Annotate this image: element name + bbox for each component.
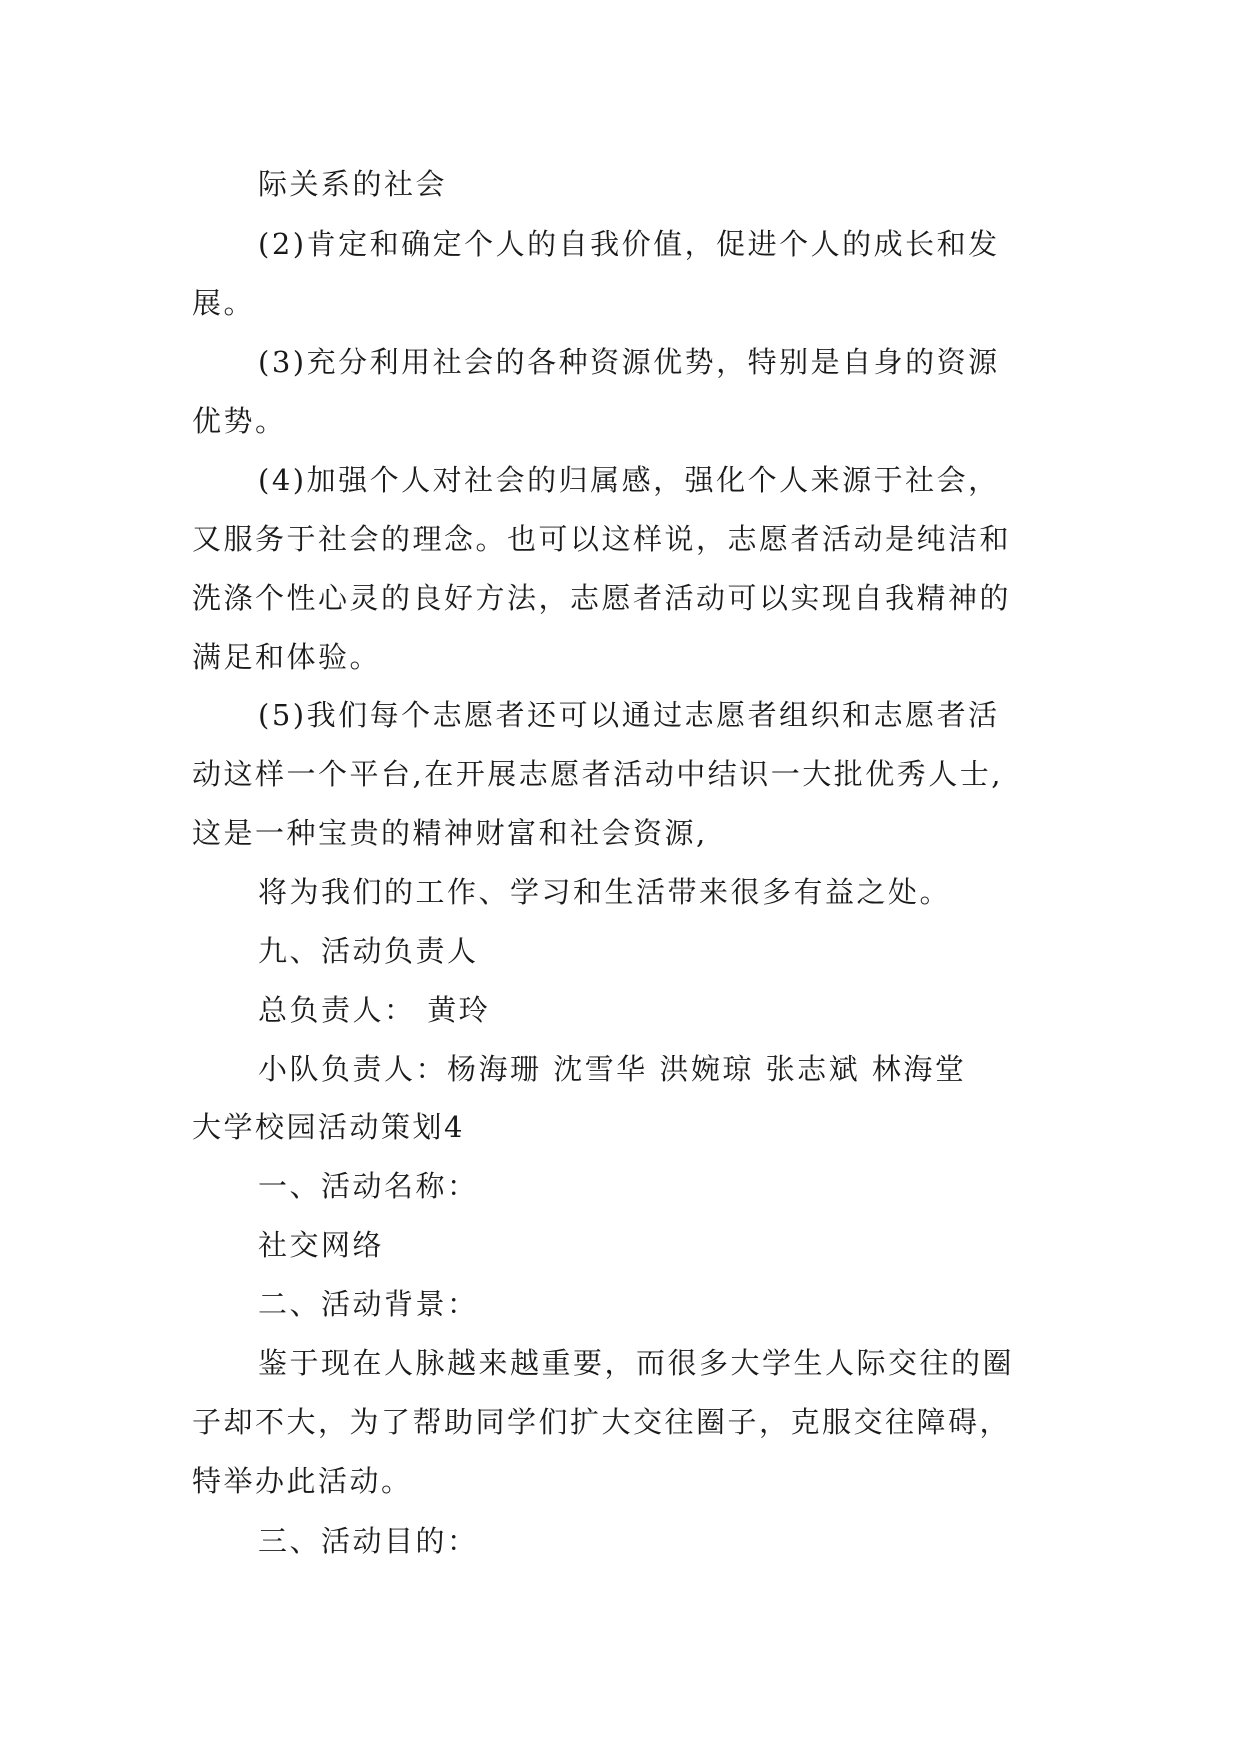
paragraph-line: (3)充分利用社会的各种资源优势，特别是自身的资源	[258, 345, 1000, 379]
document-title: 大学校园活动策划4	[192, 1110, 465, 1144]
paragraph-line: 子却不大，为了帮助同学们扩大交往圈子，克服交往障碍，	[192, 1405, 1012, 1439]
section-heading: 一、活动名称：	[258, 1169, 479, 1203]
paragraph-line: 际关系的社会	[258, 167, 448, 201]
paragraph-line: 将为我们的工作、学习和生活带来很多有益之处。	[258, 875, 952, 909]
paragraph-line: 满足和体验。	[192, 640, 382, 674]
paragraph-line: 小队负责人：杨海珊 沈雪华 洪婉琼 张志斌 林海堂	[258, 1052, 967, 1086]
paragraph-line: 又服务于社会的理念。也可以这样说，志愿者活动是纯洁和	[192, 522, 1012, 556]
paragraph-line: 特举办此活动。	[192, 1464, 413, 1498]
paragraph-line: 展。	[192, 286, 256, 320]
paragraph-line: (4)加强个人对社会的归属感，强化个人来源于社会，	[258, 463, 1000, 497]
section-heading: 三、活动目的：	[258, 1524, 479, 1558]
paragraph-line: 总负责人： 黄玲	[258, 993, 491, 1027]
section-heading: 二、活动背景：	[258, 1287, 479, 1321]
section-heading: 九、活动负责人	[258, 934, 479, 968]
paragraph-line: 社交网络	[258, 1228, 385, 1262]
paragraph-line: 优势。	[192, 404, 287, 438]
paragraph-line: 动这样一个平台,在开展志愿者活动中结识一大批优秀人士,	[192, 757, 1003, 791]
paragraph-line: 洗涤个性心灵的良好方法，志愿者活动可以实现自我精神的	[192, 581, 1012, 615]
paragraph-line: 鉴于现在人脉越来越重要，而很多大学生人际交往的圈	[258, 1346, 1015, 1380]
paragraph-line: (5)我们每个志愿者还可以通过志愿者组织和志愿者活	[258, 698, 1000, 732]
paragraph-line: (2)肯定和确定个人的自我价值，促进个人的成长和发	[258, 227, 1000, 261]
paragraph-line: 这是一种宝贵的精神财富和社会资源,	[192, 816, 708, 850]
